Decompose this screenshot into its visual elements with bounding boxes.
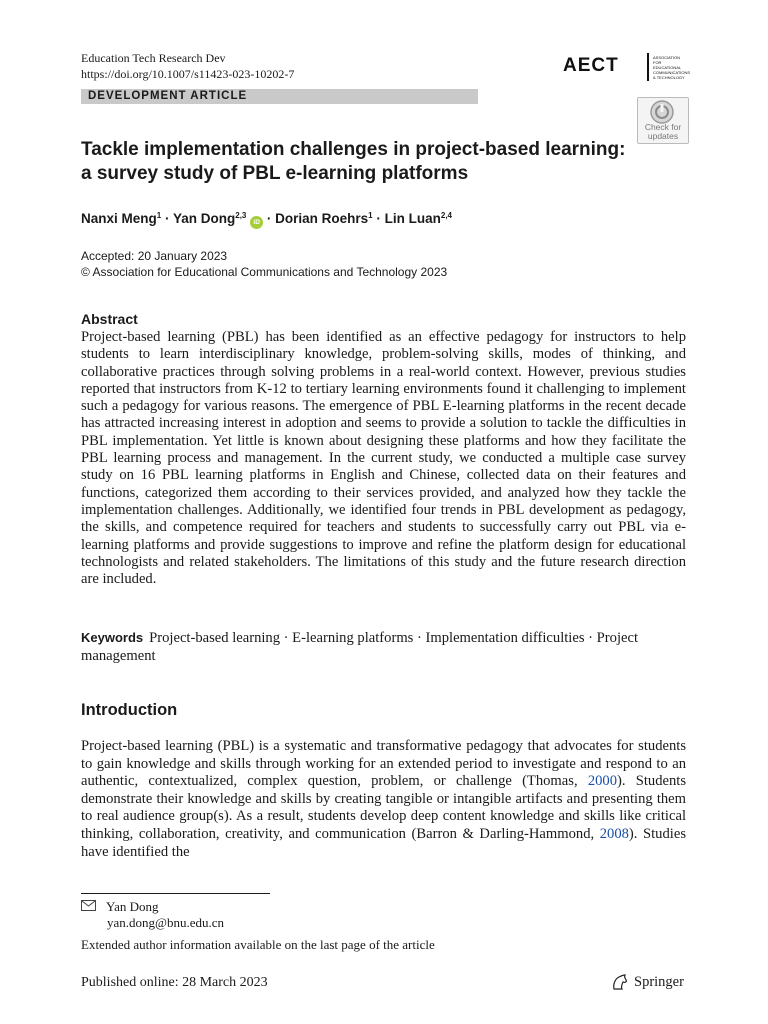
springer-wordmark: Springer bbox=[634, 974, 684, 990]
doi-link[interactable]: https://doi.org/10.1007/s11423-023-10202-7 bbox=[81, 67, 295, 81]
copyright-notice: © Association for Educational Communications and Technology 2023 bbox=[81, 265, 448, 279]
check-updates-icon bbox=[649, 100, 675, 124]
author-affiliation: 2,3 bbox=[235, 211, 247, 220]
keywords-label: Keywords bbox=[81, 630, 144, 645]
footnote-divider bbox=[81, 893, 270, 894]
author-name[interactable]: Dorian Roehrs bbox=[275, 211, 369, 226]
introduction-paragraph: Project-based learning (PBL) is a systematic and transformative pedagogy that advocates for students to gain knowledge and skills through working for an extended period to investigate and respond to an authentic, contextualized, complex question, problem, or challenge (Thomas, 2000). Students demonstrate their knowledge and skills by creating tangible or intangible artifacts and presenting them to real audience group(s). As a result, students develop deep content knowledge and skills like critical thinking, collaboration, creativity, and communication (Barron & Darling-Hammond, 2008). Studies have identified the bbox=[81, 738, 686, 860]
aect-logo-subtext: ASSOCIATION FOR EDUCATIONAL COMMUNICATIONS & TECHNOLOGY bbox=[653, 55, 691, 80]
keywords-section bbox=[81, 629, 686, 665]
extended-author-note: Extended author information available on the last page of the article bbox=[81, 937, 435, 952]
orcid-icon[interactable]: iD bbox=[250, 216, 263, 229]
author-list bbox=[81, 207, 452, 229]
article-type-banner: DEVELOPMENT ARTICLE bbox=[81, 89, 478, 104]
author-affiliation: 2,4 bbox=[440, 211, 452, 220]
author-separator: · bbox=[372, 211, 385, 226]
aect-logo-text: AECT bbox=[563, 55, 619, 76]
citation-link[interactable]: 2000 bbox=[587, 773, 617, 790]
springer-horse-icon bbox=[611, 974, 629, 991]
springer-logo bbox=[611, 974, 684, 991]
citation-link[interactable]: 2008 bbox=[599, 825, 629, 842]
corresponding-author bbox=[81, 899, 159, 915]
author-affiliation: 1 bbox=[156, 211, 162, 220]
journal-header bbox=[81, 50, 294, 82]
keywords-list: Project-based learning · E-learning platforms · Implementation difficulties · Project management bbox=[81, 630, 639, 664]
author-separator: · bbox=[161, 211, 173, 226]
journal-name: Education Tech Research Dev bbox=[81, 51, 226, 65]
author-affiliation: 1 bbox=[368, 211, 373, 220]
author-separator: · bbox=[263, 211, 276, 226]
envelope-icon bbox=[81, 900, 96, 911]
logo-divider bbox=[647, 53, 649, 81]
aect-logo bbox=[563, 51, 691, 83]
check-updates-label: Check for updates bbox=[644, 122, 682, 141]
published-online-date: Published online: 28 March 2023 bbox=[81, 975, 268, 990]
check-for-updates-badge[interactable] bbox=[637, 97, 689, 144]
abstract-body: Project-based learning (PBL) has been identified as an effective pedagogy for instructors to help students to learn interdisciplinary knowledge, problem-solving skills, modes of thinking, and collaborative practices through solving problems in a real-world context. However, previous studies reported that instructors from K-12 to tertiary learning environments found it challenging to implement such a pedagogy for various reasons. The emergence of PBL E-learning platforms in the recent decade has attracted increasing interest in adoption and seems to provide a solution to tackle the difficulties in PBL implementation. Yet little is known about designing these platforms and how they facilitate the PBL learning process and management. In the current study, we conducted a multiple case survey study on 16 PBL learning platforms in English and Chinese, collected data on their features and functions, categorized them according to their services provided, and analyzed how they tackle the implementation challenges. Additionally, we identified four trends in PBL development as pedagogy, the skills, and competence required for teachers and students to successfully carry out PBL via e-learning platforms and provide suggestions to improve and refine the platform design for educational technologists and related stakeholders. The limitations of this study and the future research direction are included. bbox=[81, 329, 686, 588]
corresponding-author-name: Yan Dong bbox=[106, 899, 159, 914]
introduction-heading: Introduction bbox=[81, 701, 178, 719]
article-meta bbox=[81, 248, 447, 280]
article-title: Tackle implementation challenges in project-based learning: a survey study of PBL e-learning platforms bbox=[81, 139, 626, 184]
abstract-heading: Abstract bbox=[81, 311, 138, 327]
author-name[interactable]: Yan Dong bbox=[172, 211, 236, 226]
author-name[interactable]: Lin Luan bbox=[384, 211, 441, 226]
author-name[interactable]: Nanxi Meng bbox=[81, 211, 157, 226]
corresponding-author-email[interactable]: yan.dong@bnu.edu.cn bbox=[107, 915, 225, 930]
accepted-date: Accepted: 20 January 2023 bbox=[81, 249, 228, 263]
